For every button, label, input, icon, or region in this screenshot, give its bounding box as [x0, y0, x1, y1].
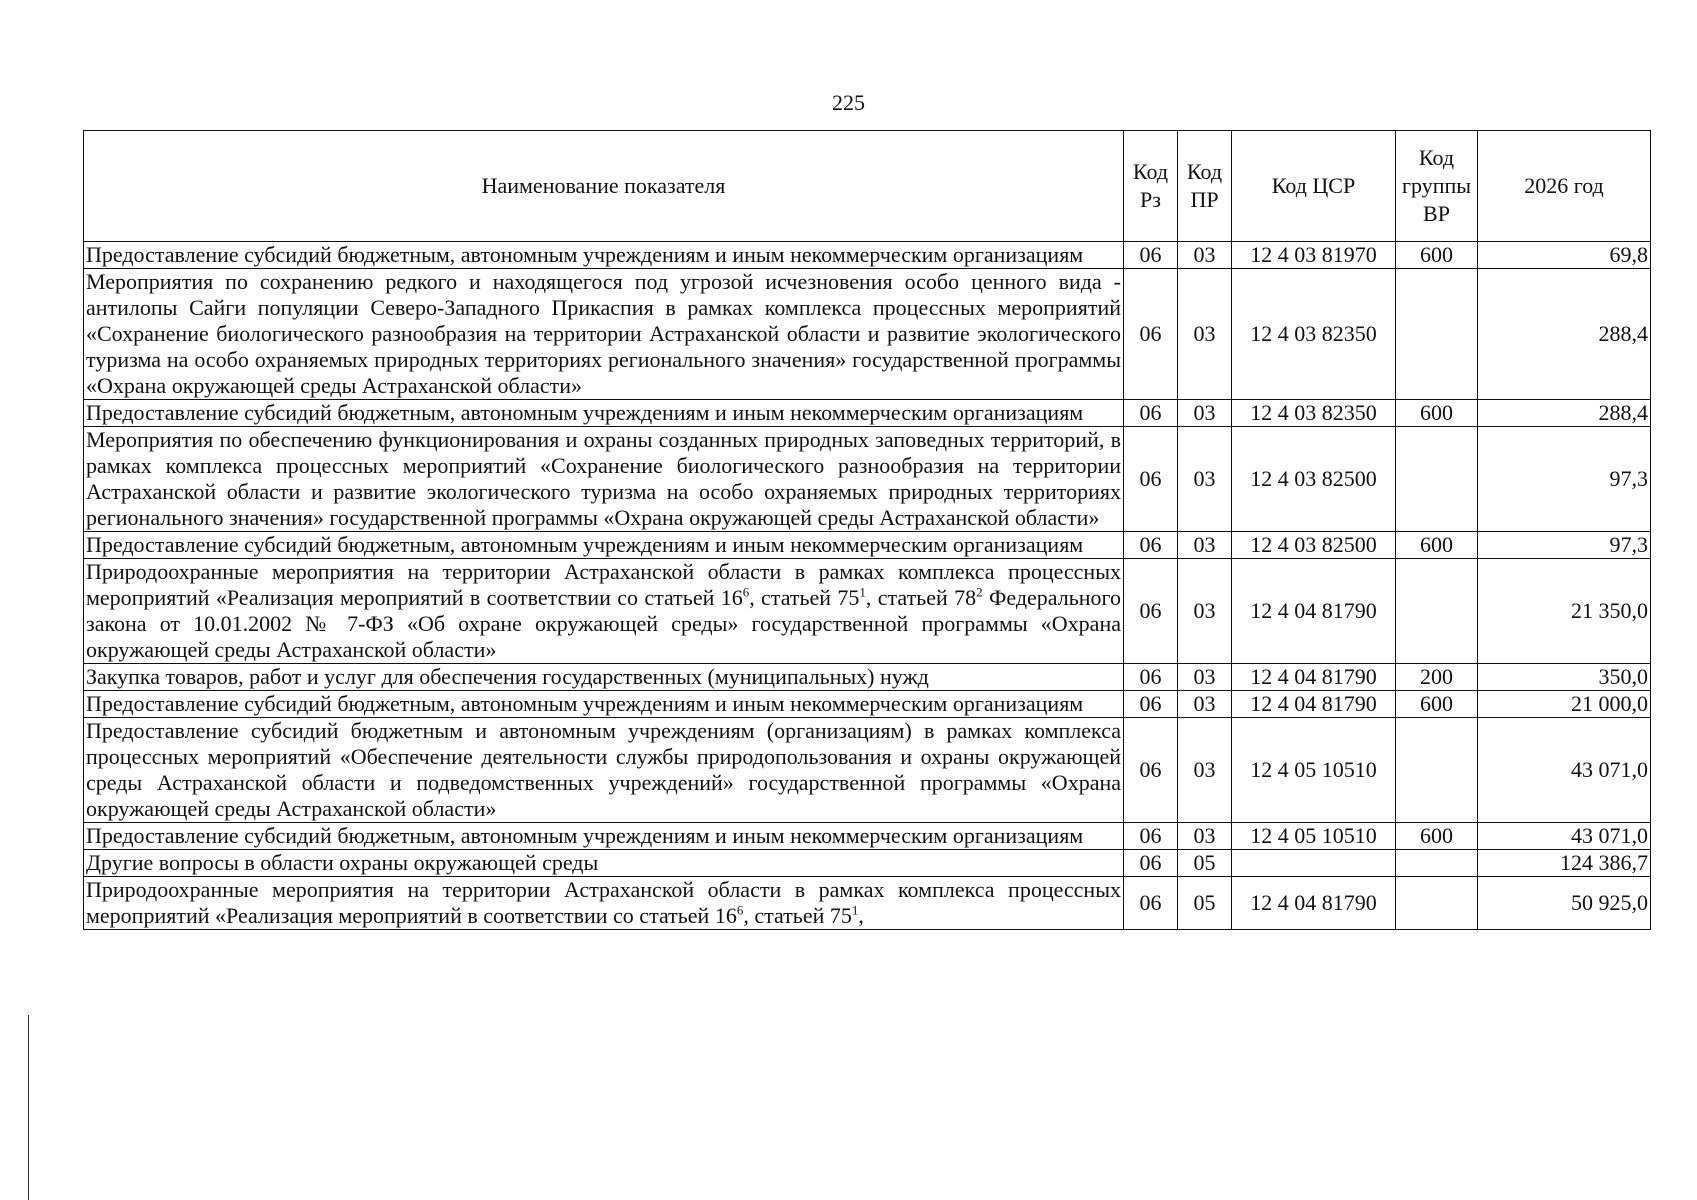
row-csr: 12 4 03 82500: [1232, 532, 1396, 559]
row-vr: [1396, 877, 1478, 930]
row-vr: 600: [1396, 400, 1478, 427]
row-name: Предоставление субсидий бюджетным, автономным учреждениям и иным некоммерческим организациям: [84, 691, 1124, 718]
row-amount: 50 925,0: [1478, 877, 1651, 930]
row-pr: 03: [1178, 532, 1232, 559]
row-name: Другие вопросы в области охраны окружающей среды: [84, 850, 1124, 877]
row-name: Предоставление субсидий бюджетным, автономным учреждениям и иным некоммерческим организациям: [84, 400, 1124, 427]
table-row: [84, 664, 1651, 691]
row-csr: 12 4 04 81790: [1232, 664, 1396, 691]
row-rz: 06: [1124, 242, 1178, 269]
row-vr: [1396, 718, 1478, 823]
table-row: [84, 823, 1651, 850]
row-amount: 21 350,0: [1478, 559, 1651, 664]
row-name: Мероприятия по сохранению редкого и находящегося под угрозой исчезновения особо ценного вида - антилопы Сайги популяции Северо-Западного Прикаспия в рамках комплекса процессных мероприятий «Сохранение биологического разнообразия на территории Астраханской области и развитие экологического туризма на особо охраняемых природных территориях регионального значения» государственной программы «Охрана окружающей среды Астраханской области»: [84, 269, 1124, 400]
row-csr: 12 4 05 10510: [1232, 823, 1396, 850]
row-vr: [1396, 427, 1478, 532]
row-pr: 05: [1178, 850, 1232, 877]
row-csr: 12 4 05 10510: [1232, 718, 1396, 823]
table-row: [84, 850, 1651, 877]
row-pr: 03: [1178, 823, 1232, 850]
row-name: Предоставление субсидий бюджетным, автономным учреждениям и иным некоммерческим организациям: [84, 823, 1124, 850]
row-name: Предоставление субсидий бюджетным, автономным учреждениям и иным некоммерческим организациям: [84, 532, 1124, 559]
row-amount: 43 071,0: [1478, 718, 1651, 823]
row-name: Мероприятия по обеспечению функционирования и охраны созданных природных заповедных территорий, в рамках комплекса процессных мероприятий «Сохранение биологического разнообразия на территории Астраханской области и развитие экологического туризма на особо охраняемых природных территориях регионального значения» государственной программы «Охрана окружающей среды Астраханской области»: [84, 427, 1124, 532]
header-csr: Код ЦСР: [1232, 131, 1396, 242]
row-pr: 03: [1178, 664, 1232, 691]
row-vr: [1396, 850, 1478, 877]
row-csr: 12 4 03 82500: [1232, 427, 1396, 532]
row-name: Закупка товаров, работ и услуг для обеспечения государственных (муниципальных) нужд: [84, 664, 1124, 691]
page-number: 225: [832, 90, 865, 115]
row-amount: 43 071,0: [1478, 823, 1651, 850]
row-rz: 06: [1124, 850, 1178, 877]
row-rz: 06: [1124, 823, 1178, 850]
row-vr: 600: [1396, 242, 1478, 269]
row-name: Природоохранные мероприятия на территории Астраханской области в рамках комплекса процессных мероприятий «Реализация мероприятий в соответствии со статьей $16^6$, статьей $75^1$,: [84, 877, 1124, 930]
row-amount: 97,3: [1478, 427, 1651, 532]
table-row: [84, 269, 1651, 400]
row-vr: 600: [1396, 823, 1478, 850]
row-name: Предоставление субсидий бюджетным и автономным учреждениям (организациям) в рамках комплекса процессных мероприятий «Обеспечение деятельности службы природопользования и охраны окружающей среды Астраханской области и подведомственных учреждений» государственной программы «Охрана окружающей среды Астраханской области»: [84, 718, 1124, 823]
table-header-row: [84, 131, 1651, 242]
row-rz: 06: [1124, 718, 1178, 823]
table-row: [84, 532, 1651, 559]
table-row: [84, 718, 1651, 823]
row-vr: 600: [1396, 532, 1478, 559]
row-amount: 288,4: [1478, 269, 1651, 400]
budget-table: [83, 130, 1651, 930]
table-row: [84, 877, 1651, 930]
row-vr: 200: [1396, 664, 1478, 691]
row-rz: 06: [1124, 664, 1178, 691]
row-pr: 05: [1178, 877, 1232, 930]
row-name: Предоставление субсидий бюджетным, автономным учреждениям и иным некоммерческим организациям: [84, 242, 1124, 269]
row-rz: 06: [1124, 691, 1178, 718]
left-margin-rule: [28, 1015, 29, 1200]
header-pr: Код ПР: [1178, 131, 1232, 242]
row-pr: 03: [1178, 559, 1232, 664]
row-csr: 12 4 04 81790: [1232, 559, 1396, 664]
row-csr: 12 4 04 81790: [1232, 691, 1396, 718]
row-rz: 06: [1124, 269, 1178, 400]
row-pr: 03: [1178, 691, 1232, 718]
header-rz: Код Рз: [1124, 131, 1178, 242]
row-rz: 06: [1124, 532, 1178, 559]
row-vr: [1396, 269, 1478, 400]
row-csr: 12 4 03 82350: [1232, 269, 1396, 400]
row-csr: 12 4 03 81970: [1232, 242, 1396, 269]
row-csr: 12 4 03 82350: [1232, 400, 1396, 427]
row-csr: [1232, 850, 1396, 877]
row-amount: 97,3: [1478, 532, 1651, 559]
row-rz: 06: [1124, 427, 1178, 532]
table-row: [84, 559, 1651, 664]
header-vr: Код группы ВР: [1396, 131, 1478, 242]
row-rz: 06: [1124, 877, 1178, 930]
row-amount: 288,4: [1478, 400, 1651, 427]
table-row: [84, 691, 1651, 718]
row-amount: 124 386,7: [1478, 850, 1651, 877]
row-amount: 350,0: [1478, 664, 1651, 691]
row-rz: 06: [1124, 559, 1178, 664]
table-row: [84, 400, 1651, 427]
header-year: 2026 год: [1478, 131, 1651, 242]
table-row: [84, 427, 1651, 532]
row-name: Природоохранные мероприятия на территории Астраханской области в рамках комплекса процессных мероприятий «Реализация мероприятий в соответствии со статьей $16^6$, статьей $75^1$, статьей $78^2$ Федерального закона от 10.01.2002 № 7-ФЗ «Об охране окружающей среды» государственной программы «Охрана окружающей среды Астраханской области»: [84, 559, 1124, 664]
row-amount: 69,8: [1478, 242, 1651, 269]
row-vr: 600: [1396, 691, 1478, 718]
header-name: Наименование показателя: [84, 131, 1124, 242]
row-rz: 06: [1124, 400, 1178, 427]
row-pr: 03: [1178, 269, 1232, 400]
row-csr: 12 4 04 81790: [1232, 877, 1396, 930]
row-pr: 03: [1178, 400, 1232, 427]
row-vr: [1396, 559, 1478, 664]
table-row: [84, 242, 1651, 269]
row-pr: 03: [1178, 242, 1232, 269]
row-pr: 03: [1178, 427, 1232, 532]
row-amount: 21 000,0: [1478, 691, 1651, 718]
row-pr: 03: [1178, 718, 1232, 823]
